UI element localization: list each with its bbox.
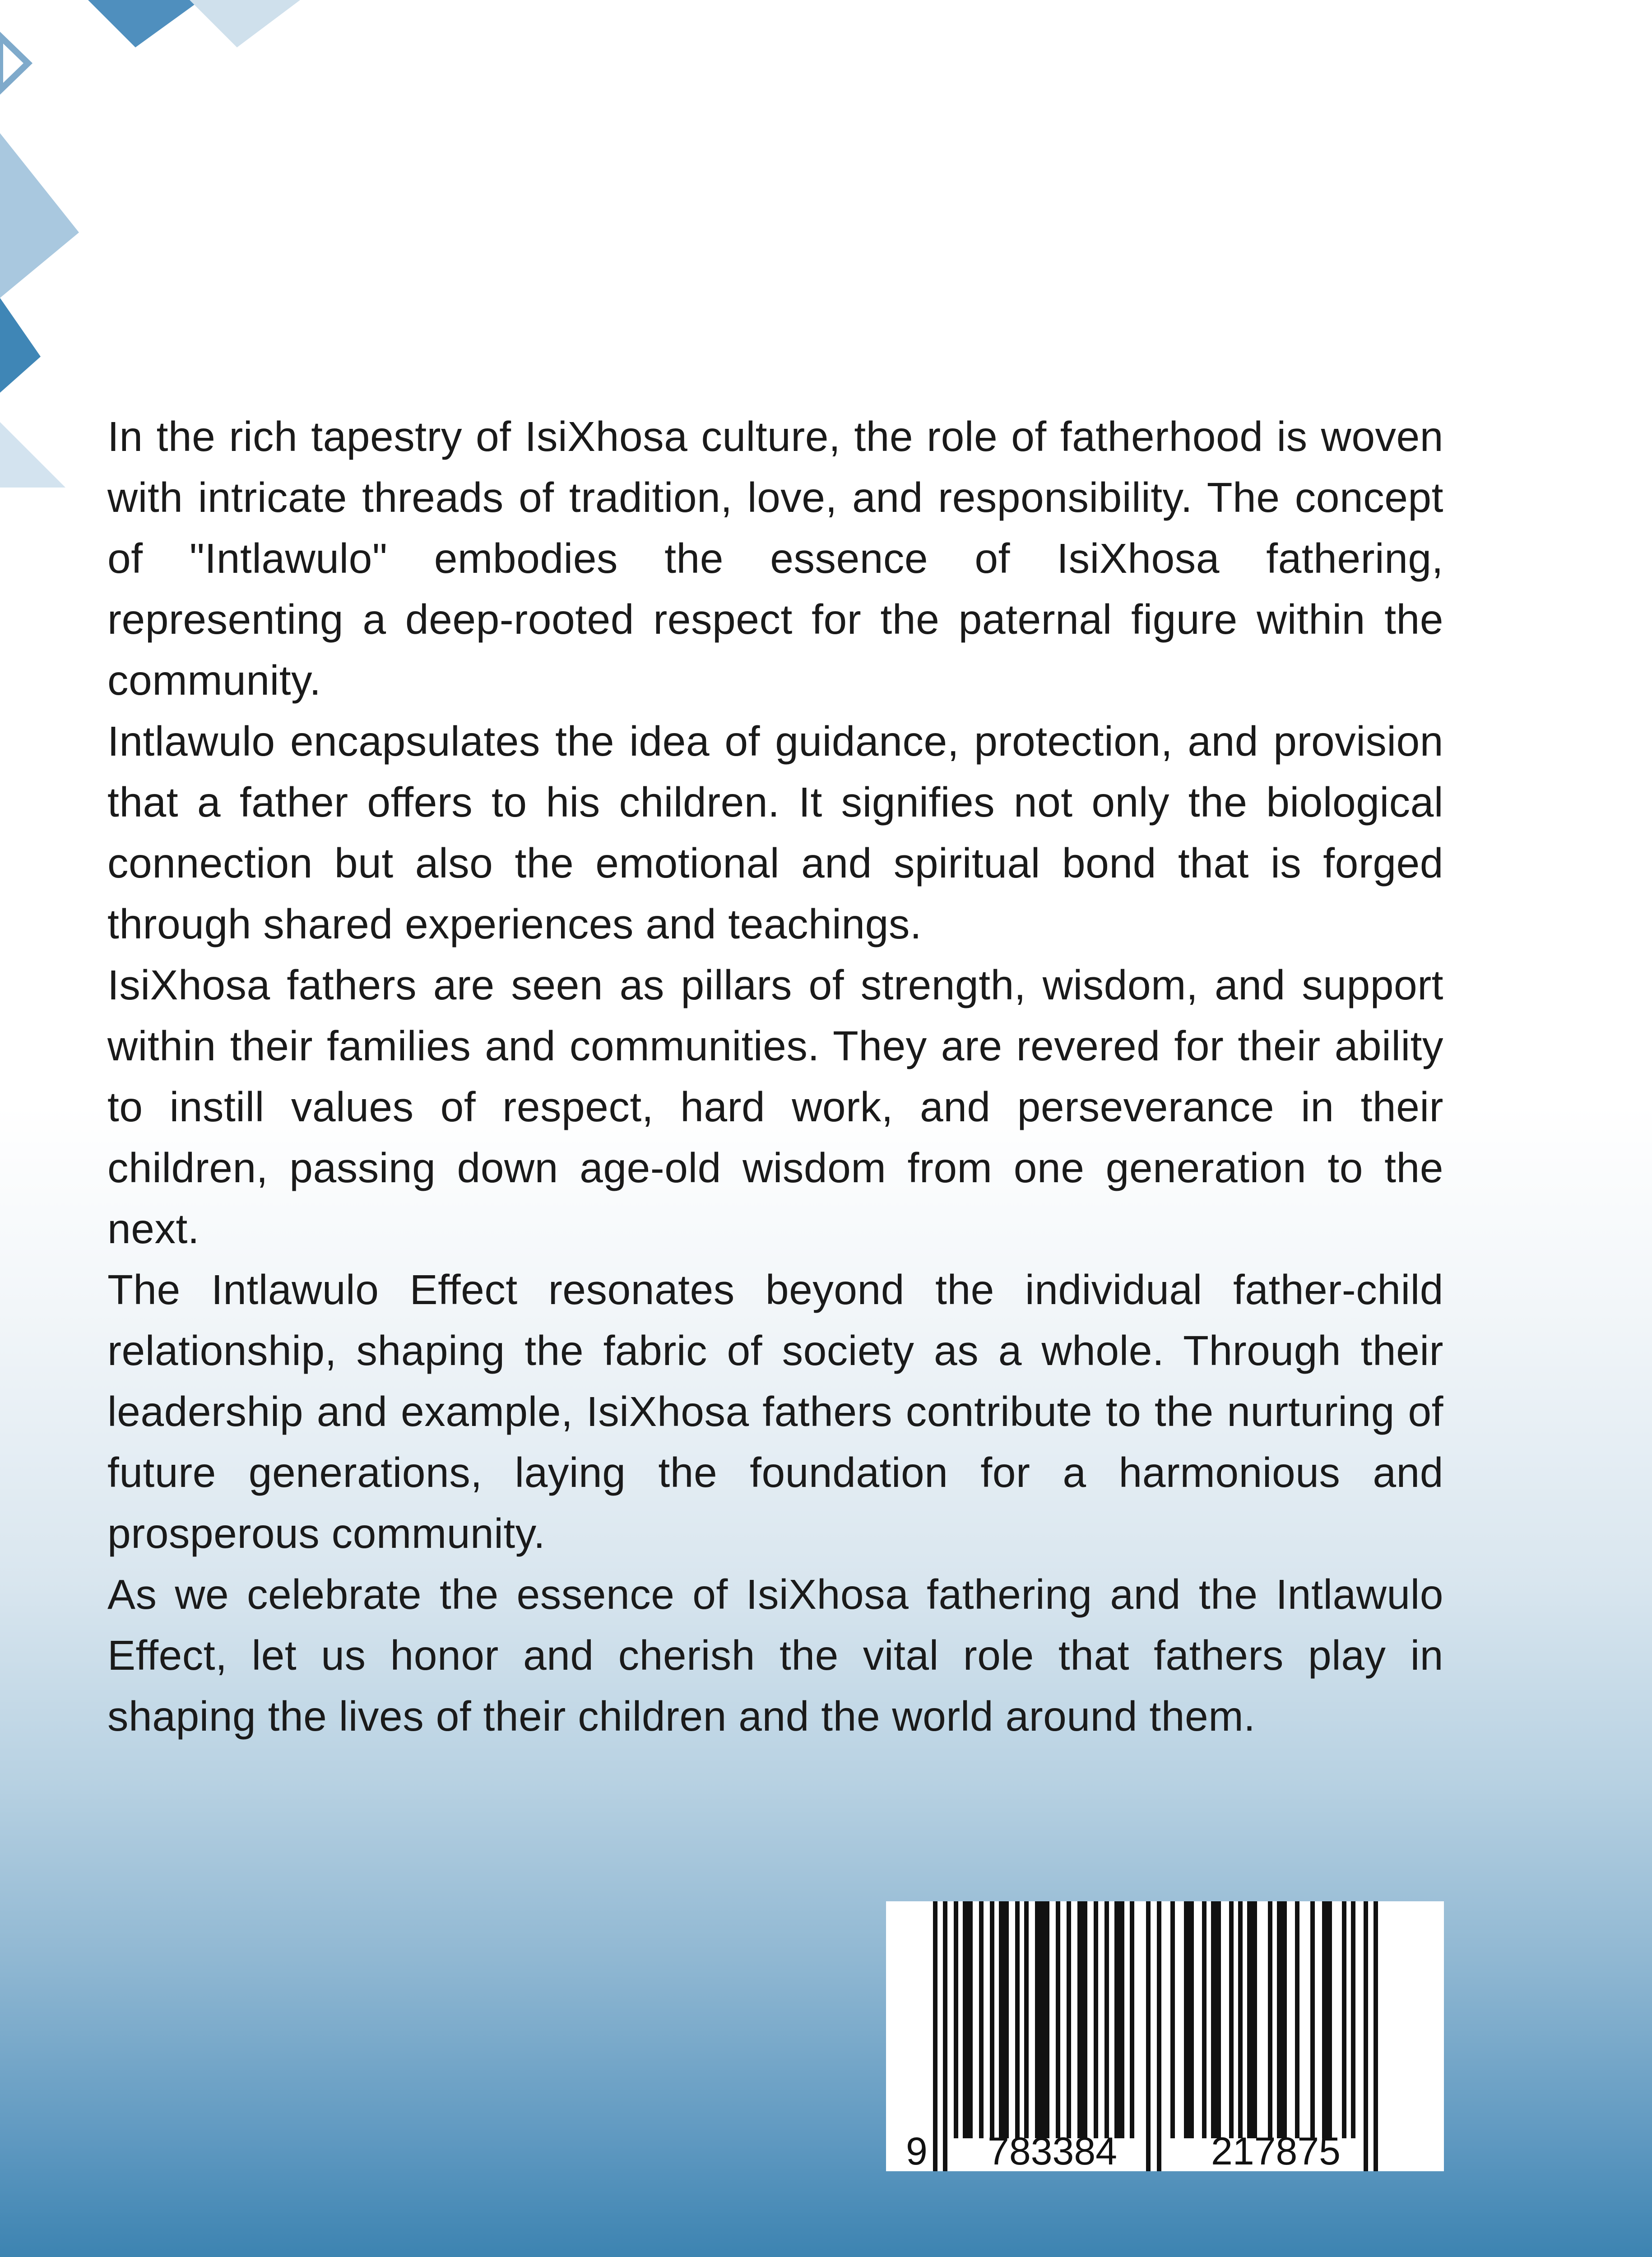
blurb-paragraph-4: The Intlawulo Effect resonates beyond the individual father-child relationship, shaping the fabric of society as a whole. Through their leadership and example, IsiXhosa fathers contribute to the nurturing of future generations, laying the foundation for a harmonious and prosperous community. [107, 1266, 1443, 1557]
blurb-paragraph-5: As we celebrate the essence of IsiXhosa fathering and the Intlawulo Effect, let us honor and cherish the vital role that fathers play in shaping the lives of their children and the world around them. [107, 1571, 1443, 1740]
decor-diamond-left-mid [0, 133, 79, 298]
barcode-digit-first: 9 [906, 2130, 928, 2171]
decor-diamond-top-dark [88, 0, 201, 47]
decor-diamond-left-light [0, 422, 65, 488]
blurb-paragraph-2: Intlawulo encapsulates the idea of guidance, protection, and provision that a father offers to his children. It signifies not only the biological connection but also the emotional and spiritual bond that is forged through shared experiences and teachings. [107, 718, 1443, 947]
decor-diamond-outline [0, 36, 28, 90]
barcode-digits-right: 217875 [1211, 2130, 1341, 2171]
decor-diamond-left-dark [0, 298, 41, 393]
blurb-paragraph-3: IsiXhosa fathers are seen as pillars of strength, wisdom, and support within their families and communities. They are revered for their ability to instill values of respect, hard work, and perseverance in their children, passing down age-old wisdom from one generation to the next. [107, 961, 1443, 1252]
barcode-digits-left: 783384 [988, 2130, 1117, 2171]
isbn-barcode [886, 1901, 1444, 2171]
blurb-paragraph-1: In the rich tapestry of IsiXhosa culture, the role of fatherhood is woven with intricate threads of tradition, love, and responsibility. The concept of "Intlawulo" embodies the essence of IsiXhosa fathering, representing a deep-rooted respect for the paternal figure within the community. [107, 413, 1443, 704]
decor-diamond-top-light [190, 0, 300, 47]
back-cover-blurb [107, 406, 1443, 1747]
